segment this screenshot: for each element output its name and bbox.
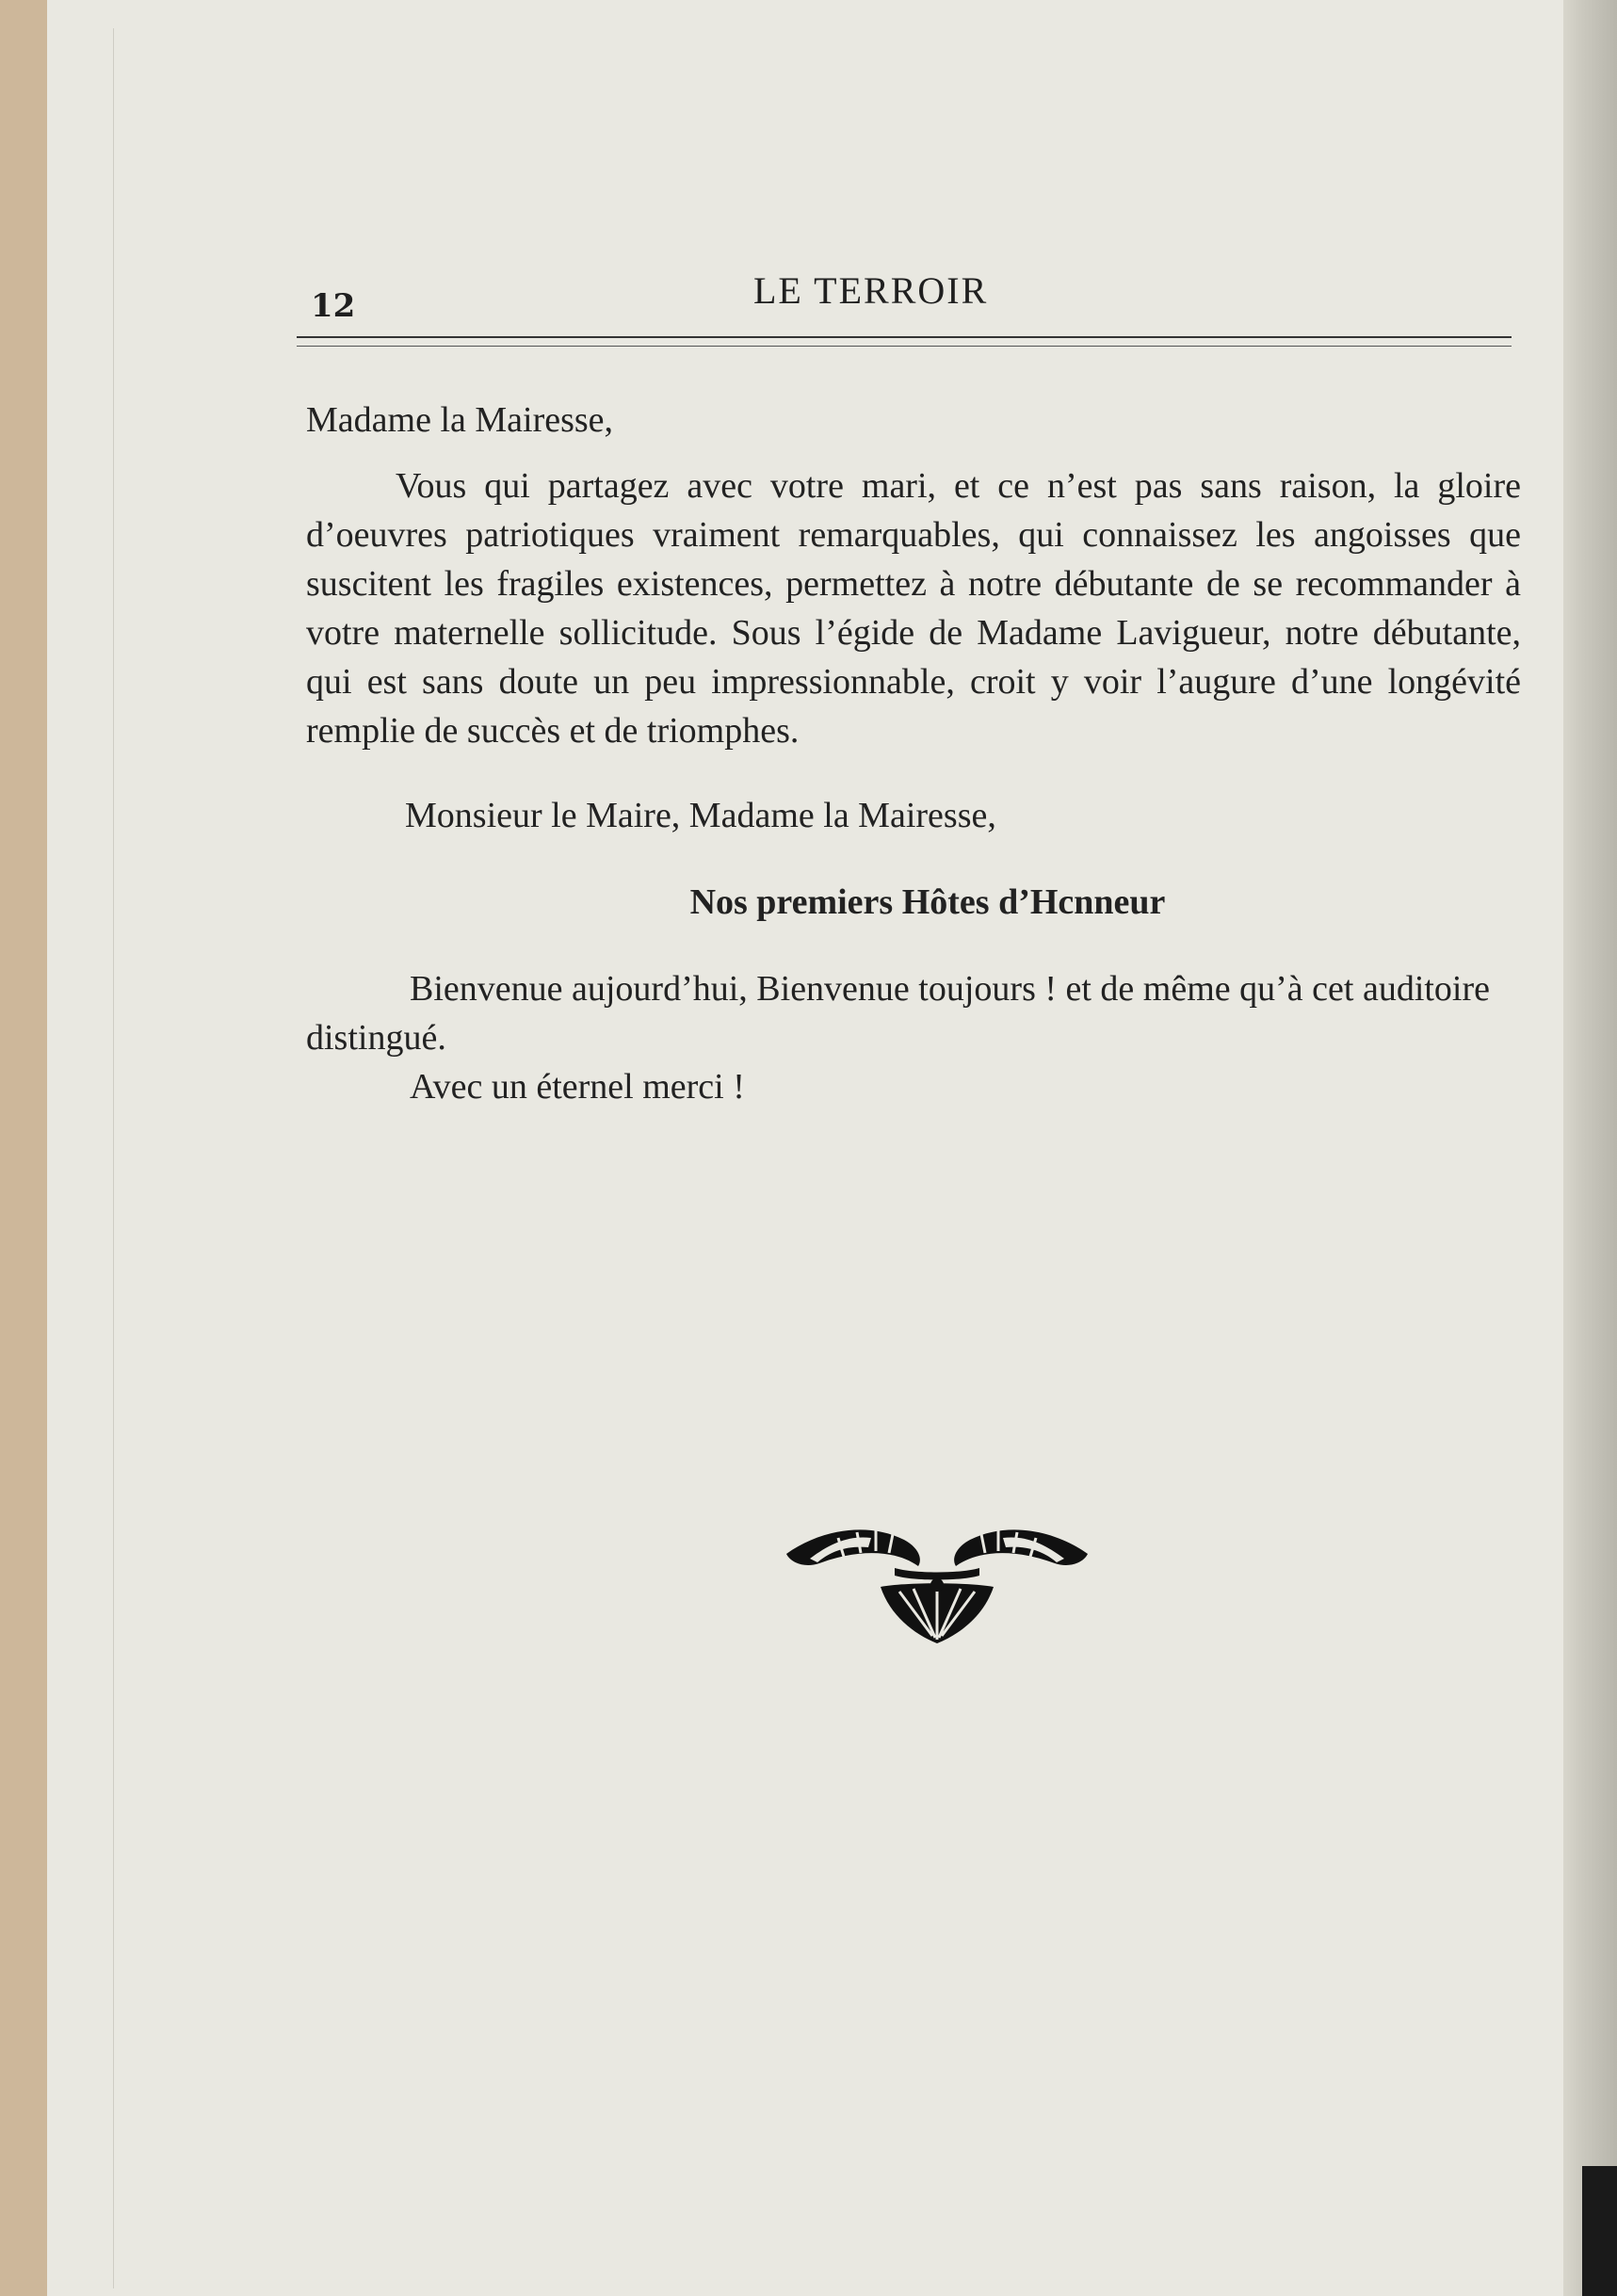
header-rule xyxy=(297,336,1512,347)
page-number: 12 xyxy=(311,287,356,325)
binding-mark xyxy=(1582,2166,1617,2296)
running-title: LE TERROIR xyxy=(753,269,989,312)
page-margin-line xyxy=(113,28,114,2288)
greeting: Monsieur le Maire, Madame la Mairesse, xyxy=(405,796,996,835)
salutation: Madame la Mairesse, xyxy=(306,400,614,440)
paragraph-1: Vous qui partagez avec votre mari, et ce n’est pas sans raison, la gloire d’oeuvres patriotiques vraiment remarquables, qui connaissez les angoisses que suscitent les fragiles existences, permettez à notre débutante de se recommander à votre maternelle sollicitude. Sous l’égide de Madame Lavigueur, notre débutante, qui est sans doute un peu impressionnable, croit y voir l’augure d’une longévité remplie de succès et de triomphes. xyxy=(306,466,1521,751)
paragraph-2: Bienvenue aujourd’hui, Bienvenue toujours ! et de même qu’à cet auditoire distingué. xyxy=(306,969,1491,1058)
closing-line: Avec un éternel merci ! xyxy=(410,1067,745,1107)
page-header xyxy=(311,259,1516,353)
letter-body xyxy=(306,396,1521,1111)
page-edge-shadow xyxy=(1563,0,1617,2296)
fleuron-ornament-icon xyxy=(782,1512,1092,1648)
section-heading: Nos premiers Hôtes d’Hcnneur xyxy=(689,882,1166,922)
